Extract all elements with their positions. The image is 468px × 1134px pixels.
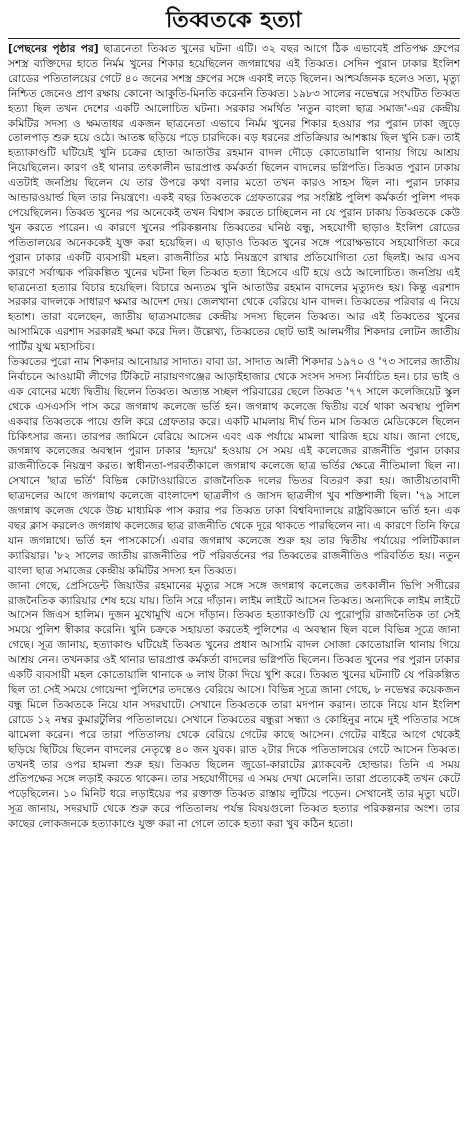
continuation-tag: [পেছনের পৃষ্ঠার পর]: [8, 43, 99, 55]
article-paragraph-2: তিব্বতের পুরো নাম শিকদার আনোয়ার সাদাত। বাবা ডা. সাদাত আলী শিকদার ১৯৭০ ও '৭৩ সালের জাতীয় নির্বাচনে আওয়ামী লীগের টিকিটে নারায়ণগঞ্জের আড়াইহাজার থেকে সংসদ সদস্য নির্বাচিত হন। চার ভাই ও এক বোনের মধ্যে দ্বিতীয় ছিলেন তিব্বত। অত্যন্ত সচ্ছল পরিবারের ছেলে তিব্বত '৭৭ সালে কলেজিয়েট স্কুল থেকে এসএসসি পাস করে জগন্নাথ কলেজে ভর্তি হন। জগন্নাথ কলেজে দ্বিতীয় বর্ষে থাকা অবস্থায় পুলিশ একবার তিব্বতকে পায়ে গুলি করে গ্রেফতার করে। একটি মামলায় দীর্ঘ তিন মাস তিব্বত মেডিকেলে ছিলেন চিকিৎসার জন্য। তারপর জামিনে বেরিয়ে আসেন এবং এক পর্যায়ে মামলা খারিজ হয়ে যায়। জানা গেছে, জগন্নাথ কলেজের অবস্থান পুরান ঢাকার 'হৃদয়ে' হওয়ায় সে সময় এই কলেজের রাজনীতি পুরান ঢাকার রাজনীতিকে নিয়ন্ত্রণ করত। স্বাধীনতা-পরবর্তীকালে জগন্নাথ কলেজে ছাত্র ভর্তির ক্ষেত্রে নীতিমালা ছিল না। সেখানে 'ছাত্র ভর্তি' বিভিন্ন কোটাওয়ারিতে রাজনৈতিক দলের ভিতর বিতরণ করা হয়। জাতীয়তাবাদী ছাত্রদলের আগে জগন্নাথ কলেজে বাংলাদেশ ছাত্রলীগ ও জাসদ ছাত্রলীগ খুব শক্তিশালী ছিল। '৭৯ সালে জগন্নাথ কলেজ থেকে উচ্চ মাধ্যমিক পাস করার পর তিব্বত ঢাকা বিশ্ববিদ্যালয়ে রাষ্ট্রবিজ্ঞানে ভর্তি হন। এক বছর ক্লাস করলেও জগন্নাথ কলেজের ছাত্র রাজনীতি থেকে দূরে থাকতে পারছিলেন না। এ কারণে তিনি ফিরে যান জগন্নাথে। ভর্তি হন পাসকোর্সে। এবার জগন্নাথ কলেজে শুরু হয় তার দ্বিতীয় পর্যায়ের পলিটিক্যাল ক্যারিয়ার। '৮২ সালের জাতীয় রাজনীতির পট পরিবর্তনের পর তিব্বতের রাজনীতিও পরিবর্তিত হয়। নতুন বাংলা ছাত্র সমাজের কেন্দ্রীয় কমিটির সদস্য হন তিব্বত।: [8, 356, 460, 577]
headline-divider: [8, 38, 460, 39]
article-body: [8, 42, 460, 832]
article-paragraph-3: জানা গেছে, প্রেসিডেন্ট জিয়াউর রহমানের মৃত্যুর সঙ্গে সঙ্গে জগন্নাথ কলেজের তৎকালীন ভিপি সগীরের রাজনৈতিক ক্যারিয়ার শেষ হয়ে যায়। তিনি সরে দাঁড়ান। লাইম লাইটে আসেন তিব্বত। অন্যদিকে লাইম লাইটে আসেন জিএস হালিম। দুজন মুখোমুখি এসে দাঁড়ান। তিব্বত হত্যাকাণ্ডটি যে পুরোপুরি রাজনৈতিক তা সেই সময়ে পুলিশ স্বীকার করেনি। খুনি চক্রকে সহায়তা করতেই পুলিশের এ অবস্থান ছিল বলে বিভিন্ন সূত্রে জানা গেছে। সূত্র জানায়, হত্যাকাণ্ড ঘটিয়েই তিব্বত খুনের প্রধান আসামি বাদল সোজা কোতোয়ালি থানায় গিয়ে আশ্রয় নেন। তখনকার ওই থানার ভারপ্রাপ্ত কর্মকর্তা বাদলের ভগ্নিপতি ছিলেন। তিব্বত খুনের পর পুরান ঢাকার একটি ব্যবসায়ী মহল কোতোয়ালি থানাকে ৬ লাখ টাকা দিয়ে খুশি করে। তিব্বত খুনের ঘটনাটি যে পরিকল্পিত ছিল তা সেই সময়ে গোয়েন্দা পুলিশের তদন্তেও বেরিয়ে আসে। বিভিন্ন সূত্রে জানা গেছে, ৮ নভেম্বর কয়েকজন বন্ধু মিলে তিব্বতকে নিয়ে যান সদরঘাটে। সেখানে তিব্বতকে তারা মদপান করান। তাকে নিয়ে যান ইংলিশ রোডে ১২ নম্বর কুমারটুলির পতিতালয়ে। সেখানে তিব্বতের বন্ধুরা সন্ধ্যা ও কোহিনুর নামে দুই পতিতার সঙ্গে ঝামেলা করেন। পরে তারা পতিতালয় থেকে বেরিয়ে গেটের কাছে আসেন। গেটের বাইরে আগে থেকেই ছড়িয়ে ছিটিয়ে ছিলেন বাদলের নেতৃত্বে ৪০ জন যুবক। রাত ২টার দিকে পতিতালয়ের গেটে আসেন তিব্বত। তখনই তার ওপর হামলা শুরু হয়। তিব্বত ছিলেন জুডো-কারাটের ব্ল্যাকবেল্ট হোল্ডার। তিনি এ সময় প্রতিপক্ষের সঙ্গে লড়াই করতে থাকেন। তার সহযোগীদের এ সময় দেখা মেলেনি। তারা প্রত্যেকেই তখন কেটে পড়েছিলেন। ১০ মিনিট ধরে লড়াইয়ের পর রক্তাক্ত তিব্বত রাস্তায় লুটিয়ে পড়েন। সেখানেই তার মৃত্যু ঘটে। সূত্র জানায়, সদরঘাট থেকে শুরু করে পতিতালয় পর্যন্ত বিষয়গুলো তিব্বত হত্যার পরিকল্পনার অংশ। তার কাছের লোকজনকে হত্যাকাণ্ডে যুক্ত করা না গেলে তাকে হত্যা করা খুব কঠিন হতো।: [8, 579, 460, 831]
paragraph-1-text: ছাত্রনেতা তিব্বত খুনের ঘটনা এটি। ৩২ বছর আগে ঠিক এভাবেই প্রতিপক্ষ গ্রুপের সশস্ত্র ব্যক্তিদের হাতে নির্মম খুনের শিকার হয়েছিলেন জগন্নাথের এই তিব্বত। সেদিন পুরান ঢাকার ইংলিশ রোডের পতিতালয়ের গেটে ৪০ জনের সশস্ত্র গ্রুপের সঙ্গে একাই লড়ে ছিলেন। আশ্চর্যজনক হলেও সত্য, মৃত্যু নিশ্চিত জেনেও প্রাণ রক্ষায় কোনো আকুতি-মিনতি করেননি তিব্বত। ১৯৮৩ সালের নভেম্বরে সংঘটিত তিব্বত হত্যা ছিল তখন দেশের একটি আলোচিত ঘটনা। সরকার সমর্থিত 'নতুন বাংলা ছাত্র সমাজ'-এর কেন্দ্রীয় কমিটির সদস্য ও ক্ষমতাধর একজন ছাত্রনেতা এভাবে নির্মম খুনের শিকার হওয়ার পর পুরান ঢাকা জুড়ে তোলপাড় শুরু হয়ে ওঠে। আতঙ্ক ছড়িয়ে পড়ে চারদিকে। বড় ধরনের প্রতিক্রিয়ার আশঙ্কায় ছিল খুনি চক্র। তাই হত্যাকাণ্ডটি ঘটিয়েই খুনি চক্রের হোতা আতাউর রহমান বাদল দৌড়ে কোতোয়ালি থানায় গিয়ে আশ্রয় নিয়েছিলেন। কারণ ওই থানার তৎকালীন ভারপ্রাপ্ত কর্মকর্তা ছিলেন বাদলের ভগ্নিপতি। তিব্বত পুরান ঢাকায় এতটাই জনপ্রিয় ছিলেন যে তার উপরে কথা বলার মতো তখন কারও সাহস ছিল না। পুরান ঢাকার আন্ডারওয়ার্ল্ড ছিল তার নিয়ন্ত্রণে। একই বছর তিব্বতকে গ্রেফতারের পর সংশ্লিষ্ট পুলিশ কর্মকর্তা পুলিশ পদক পেয়েছিলেন। তিব্বত খুনের পর অনেকেই তখন বিশ্বাস করতে চাচ্ছিলেন না যে পুরান ঢাকায় তিব্বতকে কেউ খুন করতে পারেন। এ কারণে খুনের পরিকল্পনায় তিব্বতের ঘনিষ্ঠ বন্ধু, সহযোগী ছাড়াও ইংলিশ রোডের পতিতালয়ের অনেককেই যুক্ত করা হয়েছিল। এ ছাড়াও তিব্বত খুনের সঙ্গে পরোক্ষভাবে সহযোগিতা করে পুরান ঢাকার একটি ব্যবসায়ী মহল। রাজনীতির মাঠ নিয়ন্ত্রণে রাখার প্রতিযোগিতা তো ছিলই। আর এসব কারণে সর্বাত্মক পরিকল্পিত খুনের ঘটনা ছিল তিব্বত হত্যা হিসেবে এটি হয়ে ওঠে আলোচিত। জনপ্রিয় এই ছাত্রনেতা হত্যার বিচার হয়েছিল। বিচারে অন্যতম খুনি আতাউর রহমান বাদলের মৃত্যুদণ্ড হয়। কিন্তু এরশাদ সরকার বাদলকে সাধারণ ক্ষমার আদেশ দেয়। জেলখানা থেকে বেরিয়ে যান বাদল। তিব্বতের পরিবার এ নিয়ে হতাশ। তারা বলেছেন, জাতীয় ছাত্রসমাজের কেন্দ্রীয় সদস্য ছিলেন তিব্বত। আর এই তিব্বতের খুনের আসামিকে এরশাদ সরকারই ক্ষমা করে দিল। উল্লেখ্য, তিব্বতের ছোট ভাই আলমগীর শিকদার লোটন জাতীয় পার্টির যুগ্ম মহাসচিব।: [8, 43, 460, 354]
article-paragraph-1: [8, 42, 460, 355]
headline: তিব্বতকে হত্যা: [165, 7, 302, 33]
